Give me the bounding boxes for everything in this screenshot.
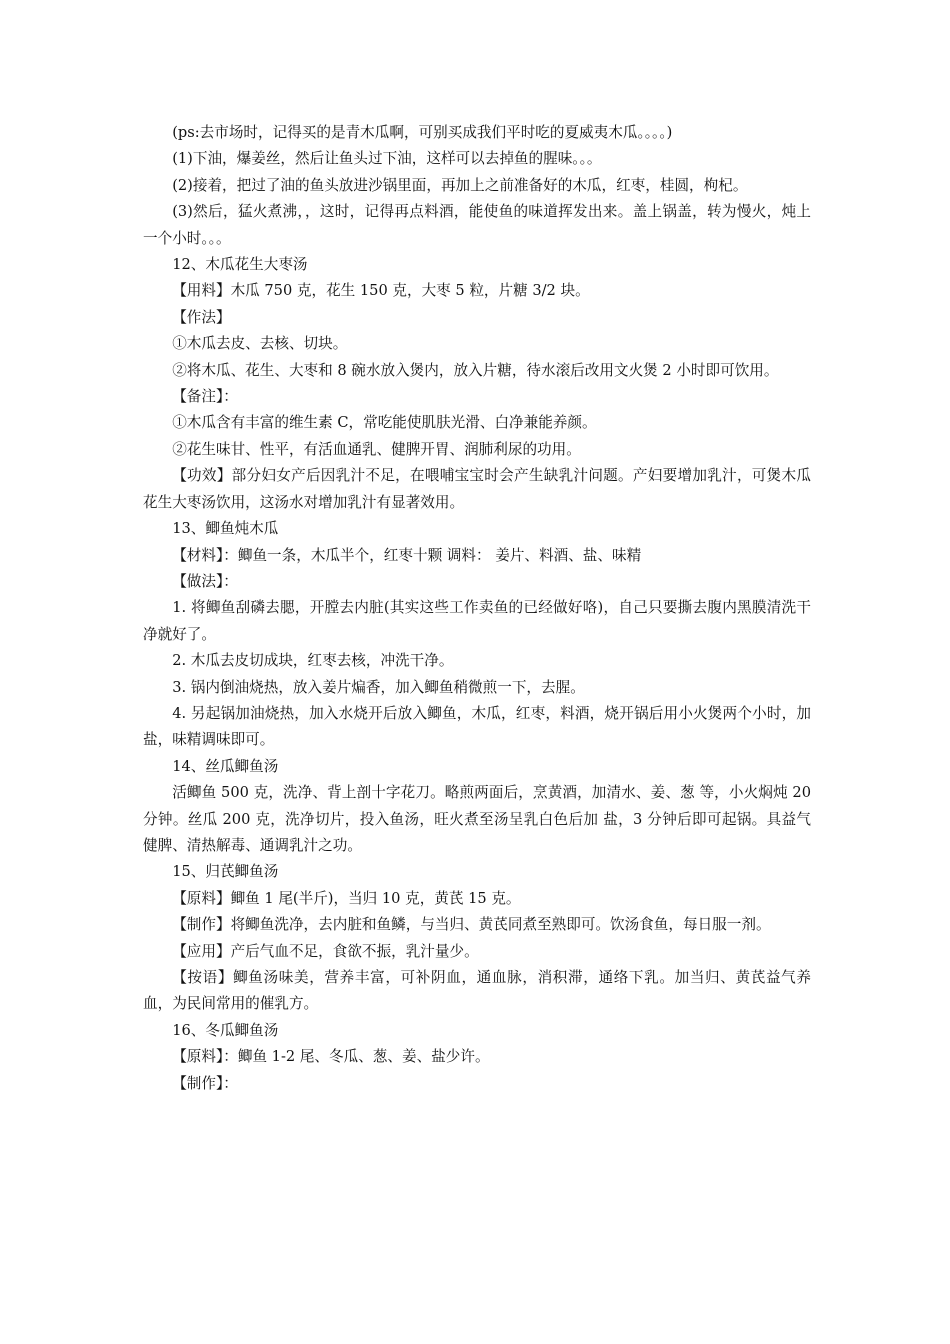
recipe-title-16: 16、冬瓜鲫鱼汤 xyxy=(172,1021,279,1039)
paragraph-effect-12: 【功效】部分妇女产后因乳汁不足，在喂哺宝宝时会产生缺乳汁问题。产妇要增加乳汁，可煲木瓜花生大枣汤饮用，这汤水对增加乳汁有显著效用。 xyxy=(143,467,811,511)
recipe-title-12: 12、木瓜花生大枣汤 xyxy=(172,256,308,274)
paragraph-step-1: (1)下油，爆姜丝，然后让鱼头过下油，这样可以去掉鱼的腥味。。。 xyxy=(172,150,602,168)
paragraph-ingredients-15: 【原料】鲫鱼 1 尾(半斤)，当归 10 克，黄芪 15 克。 xyxy=(172,889,521,907)
paragraph-ingredients-16: 【原料】：鲫鱼 1-2 尾、冬瓜、葱、姜、盐少许。 xyxy=(172,1048,490,1066)
paragraph-note-12-2: ②花生味甘、性平，有活血通乳、健脾开胃、润肺利尿的功用。 xyxy=(172,440,581,458)
paragraph-notes-heading-12: 【备注】： xyxy=(172,388,238,406)
paragraph-method-step-12-2: ②将木瓜、花生、大枣和 8 碗水放入煲内，放入片糖，待水滚后改用文火煲 2 小时即可饮用。 xyxy=(172,361,779,379)
paragraph-method-heading-12: 【作法】 xyxy=(172,308,231,326)
paragraph-note-12-1: ①木瓜含有丰富的维生素 C，常吃能使肌肤光滑、白净兼能养颜。 xyxy=(172,414,597,432)
recipe-title-14: 14、丝瓜鲫鱼汤 xyxy=(172,757,279,775)
paragraph-preparation-15: 【制作】将鲫鱼洗净，去内脏和鱼鳞，与当归、黄芪同煮至熟即可。饮汤食鱼，每日服一剂。 xyxy=(172,916,771,934)
recipe-title-13: 13、鲫鱼炖木瓜 xyxy=(172,520,279,538)
paragraph-body-14: 活鲫鱼 500 克，洗净、背上剖十字花刀。略煎两面后，烹黄酒，加清水、姜、葱 等，小火焖炖 20 分钟。丝瓜 200 克，洗净切片，投入鱼汤，旺火煮至汤呈乳白色后加 盐，3 分钟后即可起锅。具益气健脾、清热解毒、通调乳汁之功。 xyxy=(143,784,811,854)
paragraph-preparation-heading-16: 【制作】： xyxy=(172,1074,238,1092)
recipe-title-15: 15、归芪鲫鱼汤 xyxy=(172,863,279,881)
document-body xyxy=(143,120,811,1097)
paragraph-method-step-13-4: 4. 另起锅加油烧热，加入水烧开后放入鲫鱼，木瓜，红枣，料酒，烧开锅后用小火煲两个小时，加盐，味精调味即可。 xyxy=(143,704,811,749)
paragraph-step-2: (2)接着，把过了油的鱼头放进沙锅里面，再加上之前准备好的木瓜，红枣，桂圆，枸杞。 xyxy=(172,176,748,194)
paragraph-method-step-13-2: 2. 木瓜去皮切成块，红枣去核，冲洗干净。 xyxy=(172,652,454,670)
paragraph-application-15: 【应用】产后气血不足，食欲不振，乳汁量少。 xyxy=(172,942,479,960)
paragraph-method-step-13-1: 1. 将鲫鱼刮磷去腮，开膛去内脏(其实这些工作卖鱼的已经做好咯)，自己只要撕去腹内黑膜清洗干净就好了。 xyxy=(143,599,811,643)
paragraph-commentary-15: 【按语】鲫鱼汤味美，营养丰富，可补阴血，通血脉，消积滞，通络下乳。加当归、黄芪益气养血，为民间常用的催乳方。 xyxy=(143,969,811,1013)
paragraph-method-step-12-1: ①木瓜去皮、去核、切块。 xyxy=(172,335,348,353)
paragraph-ps-note: (ps:去市场时，记得买的是青木瓜啊，可别买成我们平时吃的夏威夷木瓜。。。。) xyxy=(172,124,673,141)
paragraph-materials-13: 【材料】：鲫鱼一条，木瓜半个，红枣十颗 调料： 姜片、料酒、盐、味精 xyxy=(172,546,642,564)
paragraph-method-step-13-3: 3. 锅内倒油烧热，放入姜片煸香，加入鲫鱼稍微煎一下，去腥。 xyxy=(172,678,585,696)
paragraph-ingredients-12: 【用料】木瓜 750 克，花生 150 克，大枣 5 粒，片糖 3/2 块。 xyxy=(172,282,590,300)
paragraph-method-heading-13: 【做法】： xyxy=(172,572,238,590)
paragraph-step-3: (3)然后，猛火煮沸，，这时，记得再点料酒，能使鱼的味道挥发出来。盖上锅盖，转为慢火，炖上一个小时。。。 xyxy=(143,203,811,247)
